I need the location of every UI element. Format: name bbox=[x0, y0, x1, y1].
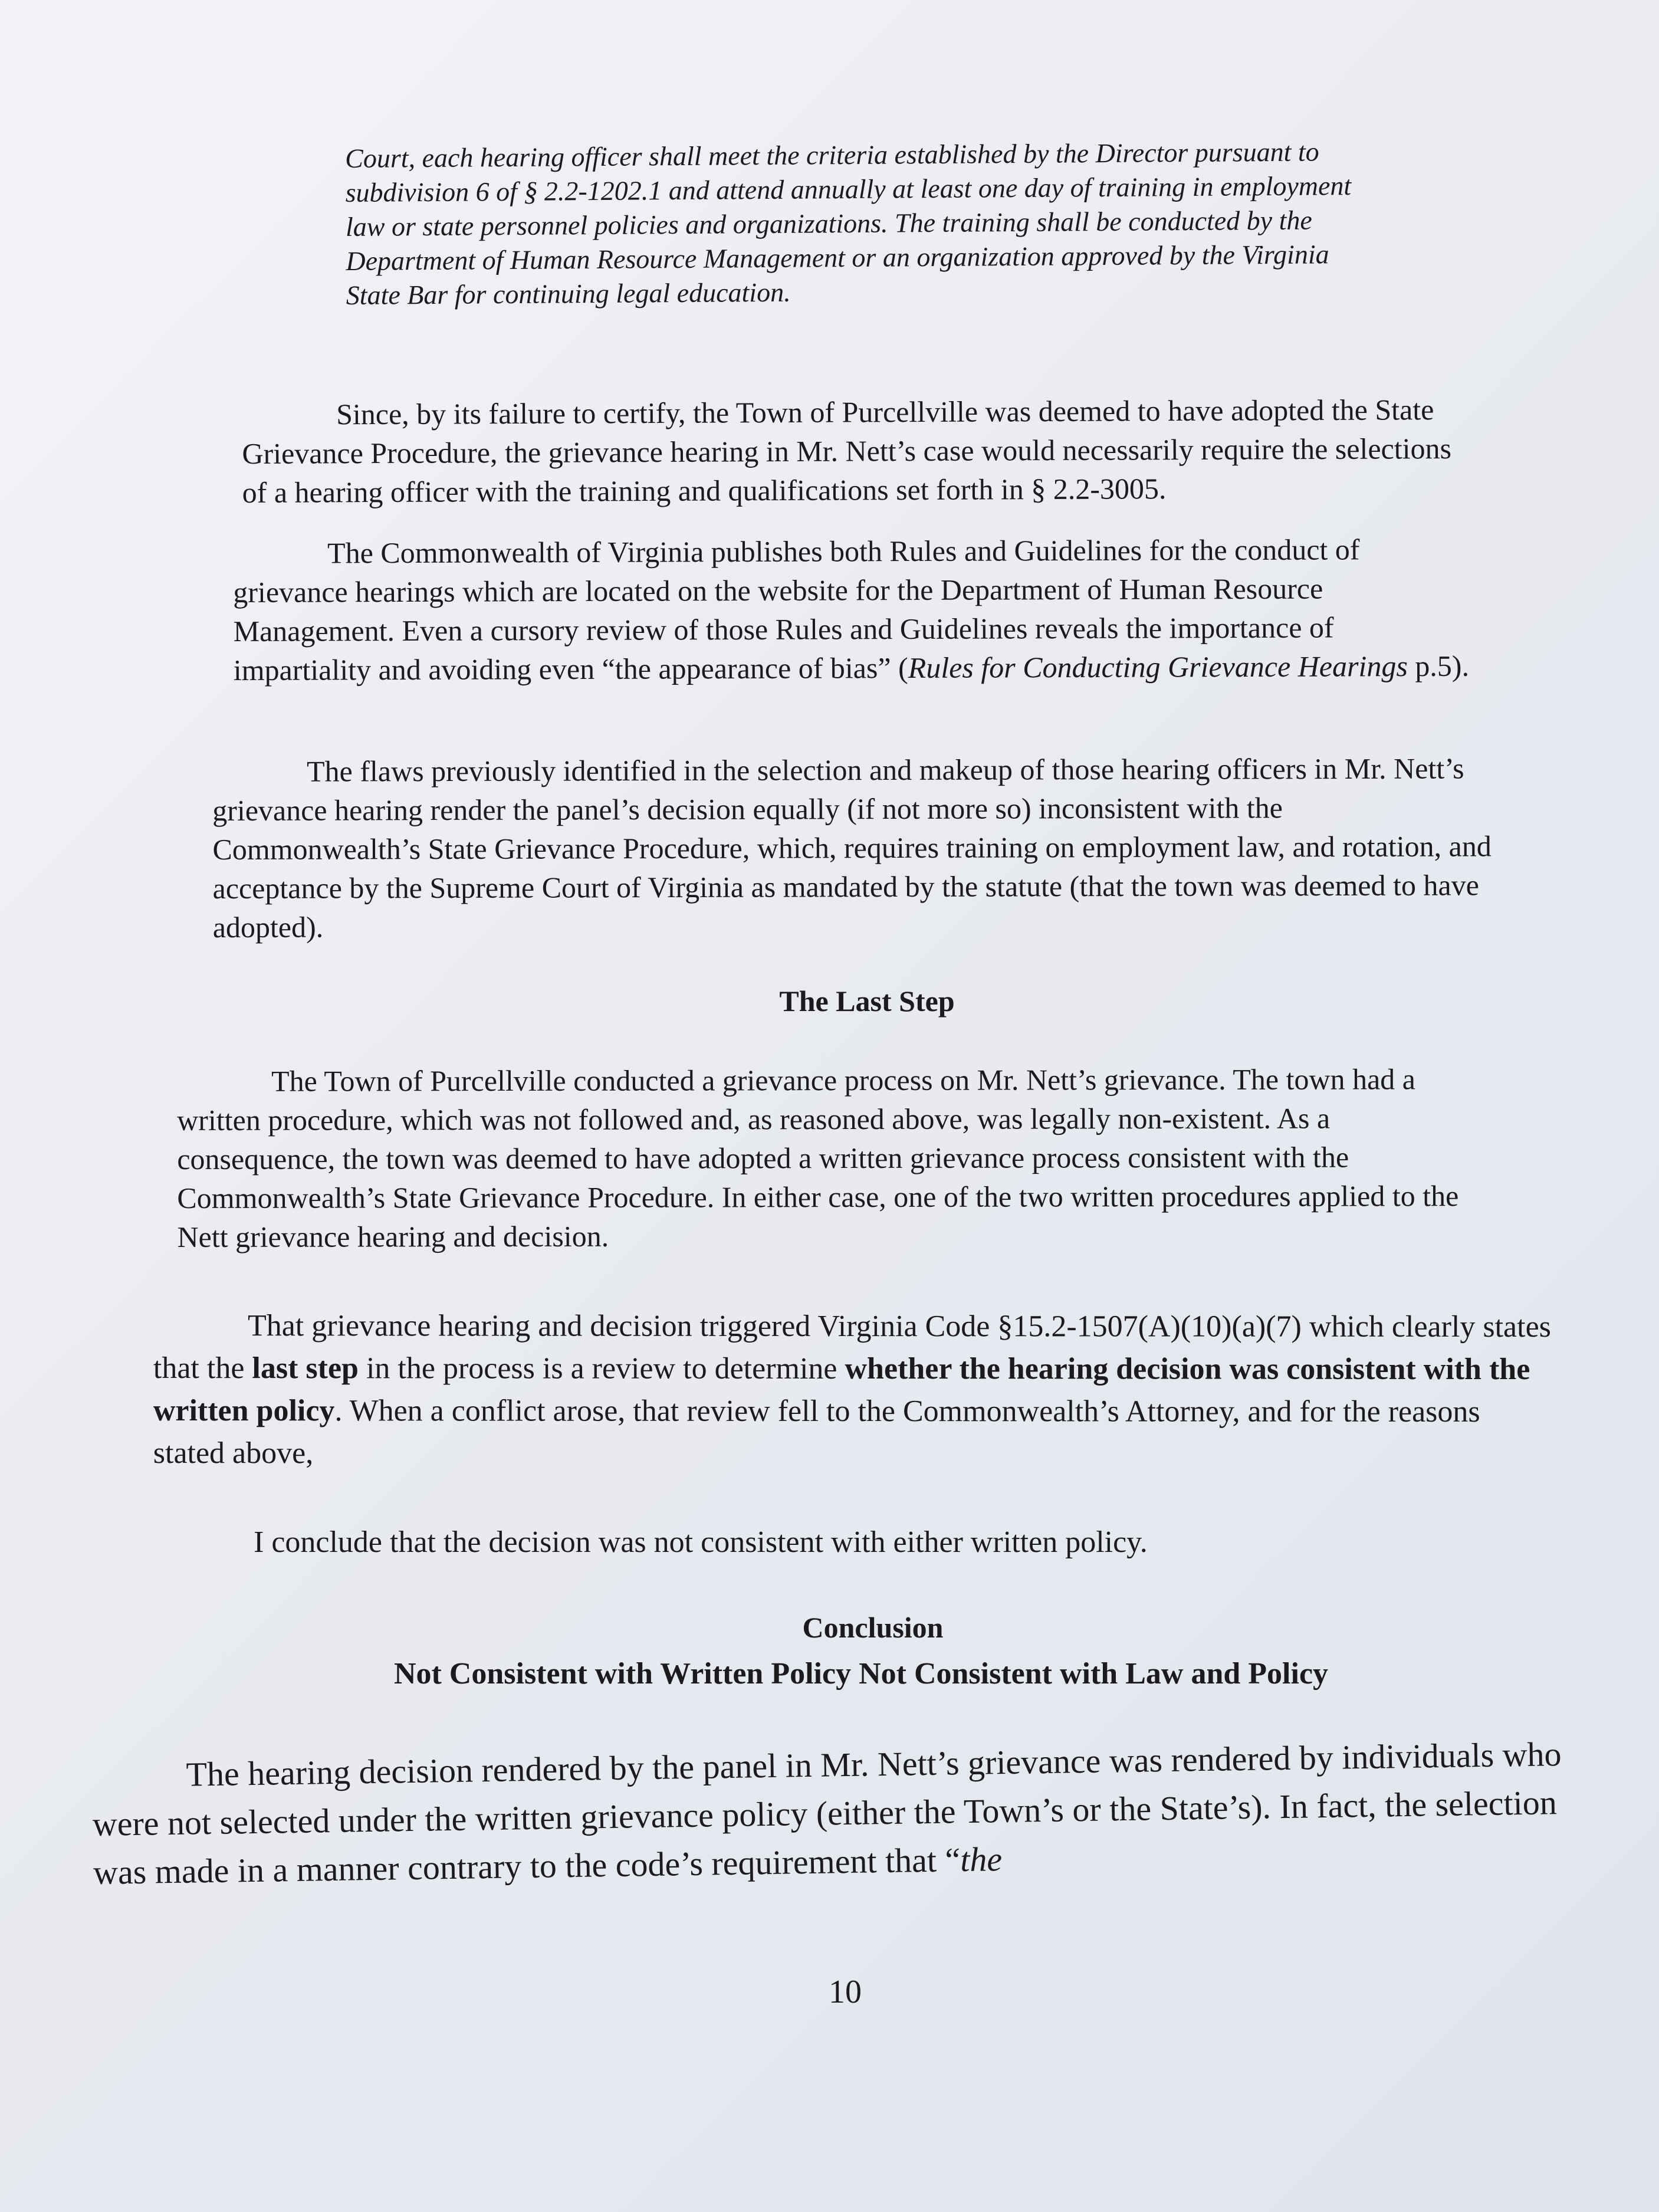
paragraph-code-text-b: in the process is a review to determine bbox=[358, 1351, 845, 1386]
paragraph-decision-ital: the bbox=[960, 1840, 1003, 1879]
paragraph-certify-text: Since, by its failure to certify, the Town of Purcellville was deemed to have adopted the State Grievance Procedure, the grievance hearing in Mr. Nett’s case would necessarily require the selections of a hearing officer with the training and qualifications set forth in § 2.2-3005. bbox=[242, 393, 1452, 509]
conclusion-statement: I conclude that the decision was not consistent with either written policy. bbox=[254, 1525, 1148, 1559]
heading-not-consistent: Not Consistent with Written Policy Not Consistent with Law and Policy bbox=[393, 1657, 1329, 1691]
paragraph-code-text-c: . When a conflict arose, that review fell to the Commonwealth’s Attorney, and for the reasons stated above, bbox=[153, 1394, 1480, 1471]
paragraph-rules-citation: Rules for Conducting Grievance Hearings bbox=[908, 649, 1408, 685]
paragraph-code-bold-b: whether the hearing decision was consistent with the written policy bbox=[153, 1352, 1530, 1428]
paragraph-rules-text-a: The Commonwealth of Virginia publishes both Rules and Guidelines for the conduct of grievance hearings which are located on the website for the Department of Human Resource Management. Even a cursory review of those Rules and Guidelines reveals the importance of impartiality and avoiding even “the appearance of bias” ( bbox=[233, 533, 1360, 687]
paragraph-code-text-a: That grievance hearing and decision triggered Virginia Code §15.2-1507(A)(10)(a)(7) which clearly states that the bbox=[153, 1309, 1551, 1386]
paragraph-flaws bbox=[212, 749, 1493, 947]
heading-last-step: The Last Step bbox=[779, 984, 955, 1018]
paragraph-rules-guidelines bbox=[233, 530, 1478, 690]
paragraph-virginia-code bbox=[153, 1305, 1557, 1476]
heading-conclusion: Conclusion bbox=[802, 1611, 944, 1644]
paragraph-certify bbox=[242, 390, 1469, 512]
paragraph-hearing-decision bbox=[91, 1730, 1568, 1897]
paragraph-flaws-text: The flaws previously identified in the selection and makeup of those hearing officers in Mr. Nett’s grievance hearing render the panel’s decision equally (if not more so) inconsistent with the Commonwealth’s State Grievance Procedure, which, requires training on employment law, and rotation, and acceptance by the Supreme Court of Virginia as mandated by the statute (that the town was deemed to have adopted). bbox=[212, 751, 1492, 944]
paragraph-grievance-process bbox=[177, 1059, 1493, 1256]
paragraph-decision-text: The hearing decision rendered by the panel in Mr. Nett’s grievance was rendered by individuals who were not selected under the written grievance policy (either the Town’s or the State’s). In fact, the selection was made in a manner contrary to the code’s requirement that “ bbox=[92, 1735, 1562, 1892]
paragraph-grievance-text: The Town of Purcellville conducted a grievance process on Mr. Nett’s grievance. The town had a written procedure, which was not followed and, as reasoned above, was legally non-existent. As a consequence, the town was deemed to have adopted a written grievance process consistent with the Commonwealth’s State Grievance Procedure. In either case, one of the two written procedures applied to the Nett grievance hearing and decision. bbox=[177, 1062, 1459, 1253]
paragraph-code-bold-a: last step bbox=[252, 1351, 359, 1386]
page-number: 10 bbox=[829, 1974, 862, 2010]
statute-quote-text: Court, each hearing officer shall meet the criteria established by the Director pursuant to subdivision 6 of § 2.2-1202.1 and attend annually at least one day of training in employment law or state personnel policies and organizations. The training shall be conducted by the Department of Human Resource Management or an organization approved by the Virginia State Bar for continuing legal education. bbox=[345, 136, 1352, 310]
paragraph-rules-text-b: p.5). bbox=[1407, 649, 1470, 683]
statute-quote bbox=[345, 134, 1384, 313]
